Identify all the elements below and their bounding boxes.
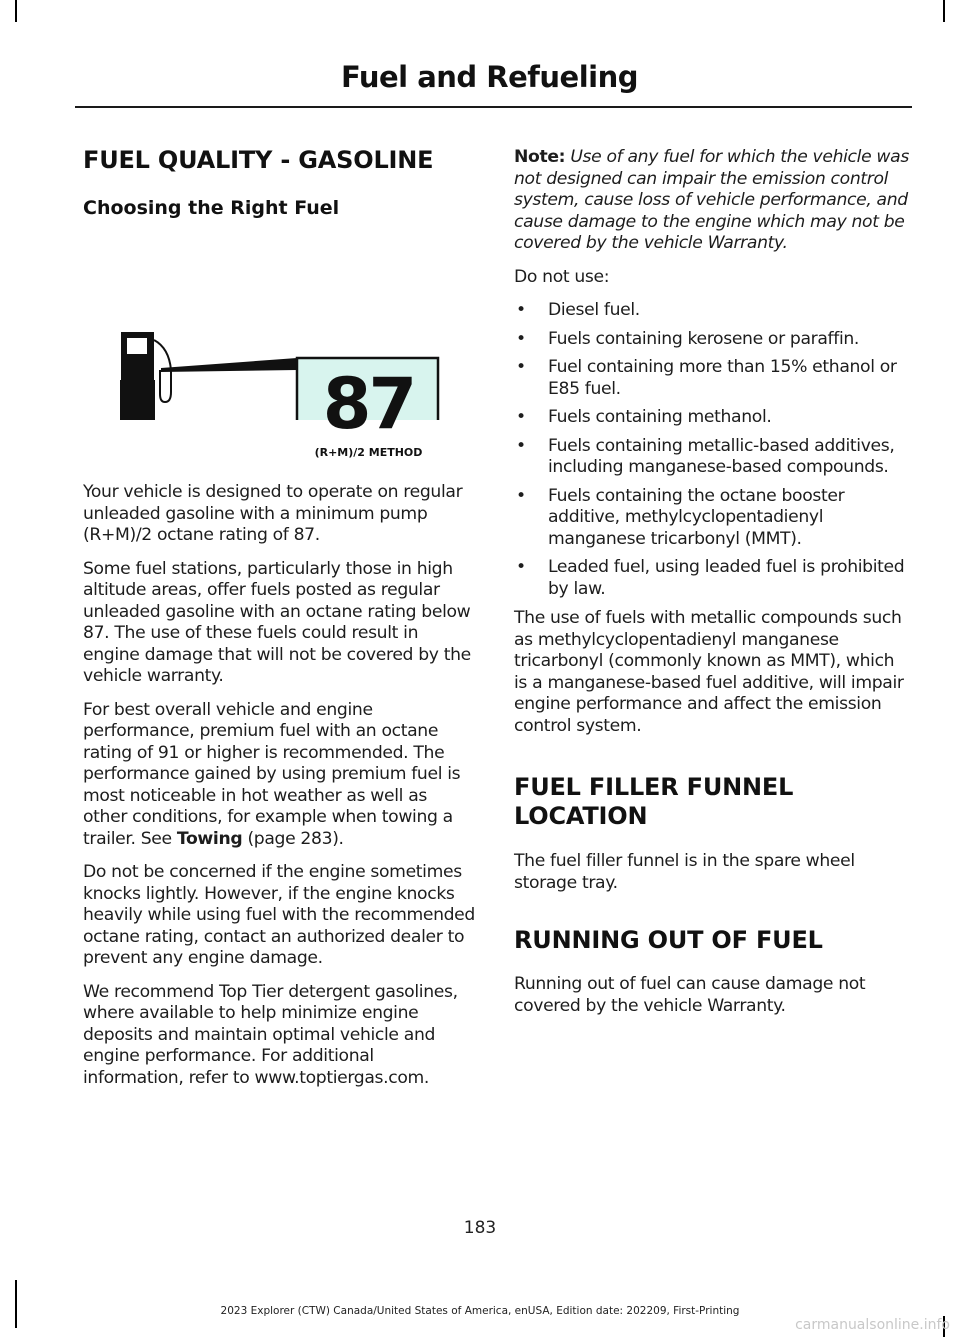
bullet: • [516,557,526,577]
list-item [514,407,910,429]
list-item [514,329,910,351]
footer-edition: 2023 Explorer (CTW) Canada/United States of America, enUSA, Edition date: 202209, First-Printing [220,1305,740,1317]
list-item [514,486,910,551]
list-item-text: Fuels containing the octane booster additive, methylcyclopentadienyl manganese tricarbonyl (MMT). [548,485,845,549]
list-item [514,300,910,322]
list-item-text: Diesel fuel. [548,300,640,320]
paragraph-funnel-location: The fuel filler funnel is in the spare wheel storage tray. [514,851,855,893]
list-item [514,557,910,600]
section-title-running-out: RUNNING OUT OF FUEL [514,926,823,954]
section-title-line: LOCATION [514,802,648,830]
fuel-restriction-list [514,300,910,600]
list-item [514,357,910,400]
bullet: • [516,328,526,349]
page-number: 183 [463,1218,497,1238]
paragraph-minimum-octane: Your vehicle is designed to operate on regular unleaded gasoline with a minimum pump (R+M)/2 octane rating of 87. [83,482,463,545]
list-item-text: Fuel containing more than 15% ethanol or E85 fuel. [548,357,897,399]
page-header-title: Fuel and Refueling [340,60,638,94]
page-reference: (page 283). [242,828,344,849]
bullet: • [516,407,526,427]
note-label: Note: [514,147,566,167]
paragraph-engine-knock: Do not be concerned if the engine sometimes knocks lightly. However, if the engine knocks heavily while using fuel with the recommended octane rating, contact an authorized dealer to prevent any engine damage. [83,862,475,968]
list-item-text: Fuels containing kerosene or paraffin. [548,328,860,349]
paragraph-text: For best overall vehicle and engine performance, premium fuel with an octane rating of 91 or higher is recommended. The performance gained by using premium fuel is most noticeable in hot weather as well as other conditions, for example when towing a trailer. See [83,699,461,849]
bullet: • [516,485,526,506]
left-column [83,146,475,1101]
paragraph-premium-fuel [83,700,475,851]
paragraph-mmt: The use of fuels with metallic compounds such as methylcyclopentadienyl manganese tricarbonyl (commonly known as MMT), which is a manganese-based fuel additive, will impair engine performance and affect the emission control system. [514,608,904,736]
list-item-text: Fuels containing metallic-based additives, including manganese-based compounds. [548,435,895,477]
paragraph-low-octane-warning: Some fuel stations, particularly those in high altitude areas, offer fuels posted as regular unleaded gasoline with an octane rating below 87. The use of these fuels could result in engine damage that will not be covered by the vehicle warranty. [83,558,471,686]
paragraph-top-tier: We recommend Top Tier detergent gasolines, where available to help minimize engine deposits and maintain optimal vehicle and engine performance. For additional information, refer to www.toptiergas.com. [83,981,458,1088]
bullet: • [516,435,526,456]
paragraph-running-out: Running out of fuel can cause damage not covered by the vehicle Warranty. [514,974,866,1016]
bullet: • [516,300,526,320]
list-item-text: Leaded fuel, using leaded fuel is prohibited by law. [548,557,905,599]
do-not-use-label: Do not use: [514,266,610,287]
watermark: carmanualsonline.info [795,1317,950,1333]
note-paragraph [514,147,910,255]
octane-number: 87 [322,363,415,445]
list-item [514,436,910,479]
towing-link[interactable]: Towing [176,828,243,849]
crop-mark [943,0,945,22]
right-column [514,147,910,1029]
section-title-fuel-quality: FUEL QUALITY - GASOLINE [83,146,434,174]
subsection-title-choosing-fuel: Choosing the Right Fuel [83,197,340,219]
section-title-funnel [514,773,910,831]
crop-mark [15,1280,17,1328]
bullet: • [516,357,526,377]
section-title-line: FUEL FILLER FUNNEL [514,773,794,801]
octane-label-figure [83,220,475,459]
crop-mark [15,0,17,22]
octane-method: (R+M)/2 METHOD [314,446,423,459]
note-text: Use of any fuel for which the vehicle was not designed can impair the emission control system, cause loss of vehicle performance, and cause damage to the engine which may not be covered by the vehicle Warranty. [514,147,909,253]
list-item-text: Fuels containing methanol. [548,407,772,427]
header-divider [75,106,912,108]
